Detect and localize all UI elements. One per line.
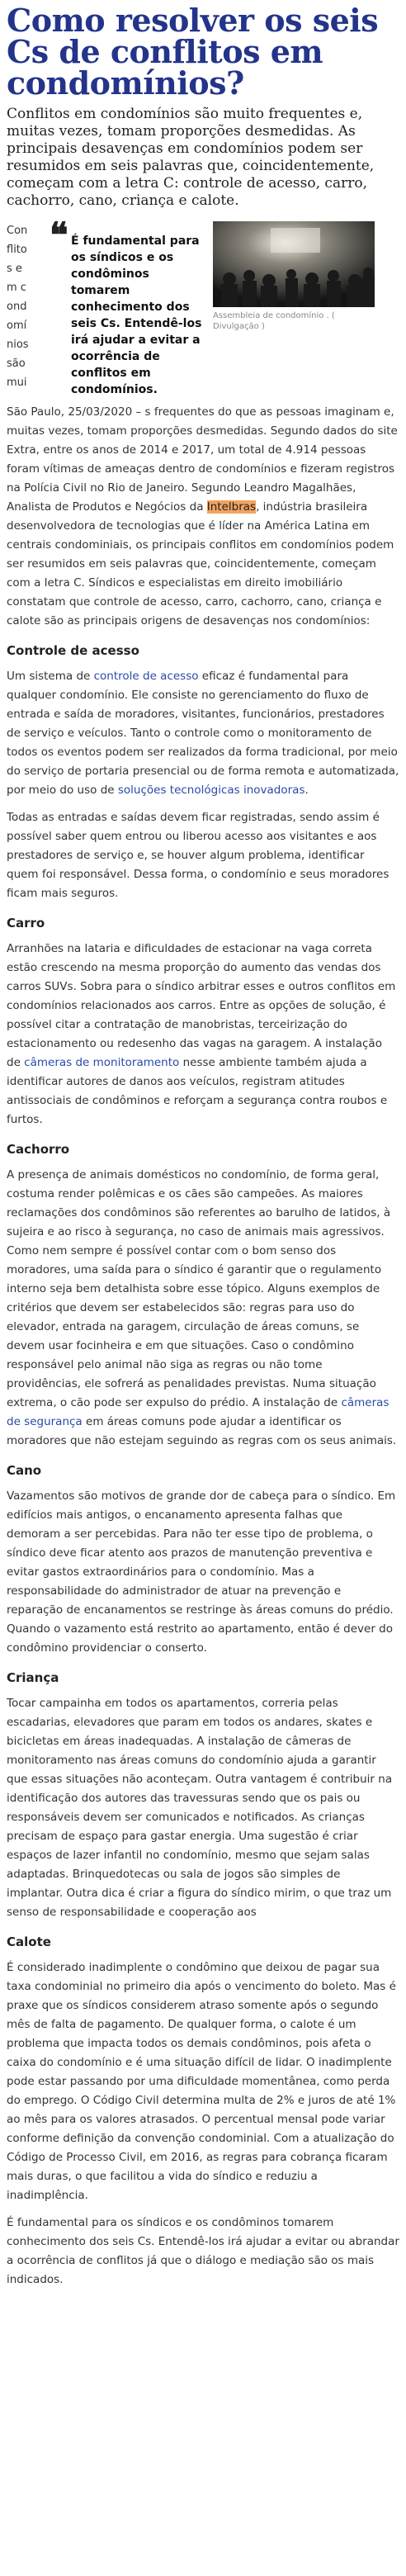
carro-text-b: nesse ambiente também ajuda a identificar autores de danos aos veículos, registram atitudes antissociais de condôminos e reforçam a segurança contra roubos e furtos. xyxy=(7,1056,388,1126)
cachorro-paragraph xyxy=(7,1166,399,1451)
intro-row xyxy=(7,215,399,398)
photo-block xyxy=(213,221,375,332)
cachorro-text-b: em áreas comuns pode ajudar a identificar os moradores que não estejam seguindo as regras com os seus animais. xyxy=(7,1415,397,1447)
acesso-text-b: eficaz é fundamental para qualquer condomínio. Ele consiste no gerenciamento do fluxo de entrada e saída de moradores, visitantes, funcionários, prestadores de serviço e veículos. Tanto o controle como o monitoramento de todos os eventos podem ser realizados da forma tradicional, por meio do serviço de portaria presencial ou de forma remota e automatizada, por meio do uso de xyxy=(7,670,399,797)
article-title: Como resolver os seis Cs de conflitos em condomínios? xyxy=(7,2,379,102)
intro-paragraph xyxy=(7,403,399,631)
narrow-text-column: Conflitos em condomínios são mui xyxy=(7,225,29,389)
cameras-monitoramento-link[interactable]: câmeras de monitoramento xyxy=(24,1056,180,1069)
crianca-paragraph: Tocar campainha em todos os apartamentos, correria pelas escadarias, elevadores que param em todos os andares, skates e bicicletas em áreas inadequadas. A instalação de câmeras de monitoramento nas áreas comuns do condomínio ajuda a garantir que essas situações não aconteçam. Outra vantagem é contribuir na identificação dos autores das travessuras sendo que os pais ou responsáveis devem ser comunicados e notificados. As crianças precisam de espaço para gastar energia. Uma sugestão é criar espaços de lazer infantil no condomínio, mesmo que sejam salas adaptadas. Brinquedotecas ou sala de jogos são simples de implantar. Outra dica é criar a figura do síndico mirim, o que traz um senso de responsabilidade e cooperação aos xyxy=(7,1697,393,1919)
acesso-text-a: Um sistema de xyxy=(7,670,94,683)
photo-caption: Assembleia de condomínio . ( Divulgação ) xyxy=(213,311,335,331)
cachorro-text-a: A presença de animais domésticos no condomínio, de forma geral, costuma render polêmicas e os cães são campeões. As maiores reclamações dos condôminos são referentes ao barulho de latidos, à sujeira e ao risco à segurança, no caso de animais mais agressivos. Como nem sempre é possível contar com o bom senso dos moradores, uma saída para o síndico é garantir que o regulamento interno seja bem detalhista sobre esse tópico. Alguns exemplos de critérios que devem ser estabelecidos são: regras para uso do elevador, entrada na garagem, circulação de áreas comuns, se devem usar focinheira e em que situações. Caso o condômino responsável pelo animal não siga as regras ou não tome providências, ele sofrerá as penalidades previstas. Numa situação extrema, o cão pode ser expulso do prédio. A instalação de xyxy=(7,1168,391,1409)
quote-mark-icon: ❝ xyxy=(50,215,68,255)
section-title-calote: Calote xyxy=(7,1934,51,1949)
pull-quote-text: É fundamental para os síndicos e os condôminos tomarem conhecimento dos seis Cs. Entendê-los irá ajudar a evitar a ocorrência de conflitos em condomínios. xyxy=(71,234,202,396)
assembly-photo-image xyxy=(213,221,375,307)
solucoes-tecnologicas-link[interactable]: soluções tecnológicas inovadoras xyxy=(117,784,305,797)
assembly-photo[interactable] xyxy=(213,221,375,307)
cano-paragraph: Vazamentos são motivos de grande dor de cabeça para o síndico. Em edifícios mais antigos, o encanamento apresenta falhas que demoram a ser percebidas. Para não ter esse tipo de problema, o síndico deve ficar atento aos prazos de manutenção preventiva e evitar gastos extraordinários para o condomínio. Mas a responsabilidade do administrador de atuar na prevenção e reparação de encanamentos se restringe às áreas comuns do prédio. Quando o vazamento está restrito ao apartamento, então é dever do condômino providenciar o conserto. xyxy=(7,1489,396,1655)
pull-quote xyxy=(50,215,205,398)
section-title-carro: Carro xyxy=(7,916,45,930)
calote-paragraph-2: É fundamental para os síndicos e os condôminos tomarem conhecimento dos seis Cs. Entendê-los irá ajudar a evitar ou abrandar a ocorrência de conflitos já que o diálogo e mediação são os mais indicados. xyxy=(7,2216,399,2286)
intro-text-a: São Paulo, 25/03/2020 – s frequentes do que as pessoas imaginam e, muitas vezes, tomam proporções desmedidas. Segundo dados do site Extra, entre os anos de 2014 e 2017, um total de 4.914 pessoas foram vítimas de ameaças dentro de condomínios e fizeram registros na Polícia Civil no Rio de Janeiro. Segundo Leandro Magalhães, Analista de Produtos e Negócios da xyxy=(7,405,398,514)
intro-text-b: , indústria brasileira desenvolvedora de tecnologias que é líder na América Latina em centrais condominiais, os principais conflitos em condomínios podem ser resumidos em seis palavras que, coincidentemente, começam com a letra C. Síndicos e especialistas em direito imobiliário constatam que controle de acesso, carro, cachorro, cano, criança e calote são as principais origens de desavenças nos condomínios: xyxy=(7,500,394,627)
section-title-acesso: Controle de acesso xyxy=(7,643,139,658)
controle-acesso-link[interactable]: controle de acesso xyxy=(93,670,199,683)
calote-paragraph-1: É considerado inadimplente o condômino que deixou de pagar sua taxa condominial no primeiro dia após o vencimento do boleto. Mas é praxe que os síndicos considerem atraso somente após o segundo mês de falta de pagamento. De qualquer forma, o calote é um problema que impacta todos os demais condôminos, pois afeta o caixa do condomínio e é uma situação difícil de lidar. O inadimplente pode estar passando por uma dificuldade momentânea, como perda do emprego. O Código Civil determina multa de 2% e juros de até 1% ao mês para os valores atrasados. O percentual mensal pode variar conforme definição da convenção condominial. Com a atualização do Código de Processo Civil, em 2016, as regras para cobrança ficaram mais duras, o que facilitou a vida do síndico e reduziu a inadimplência. xyxy=(7,1961,396,2202)
section-title-cachorro: Cachorro xyxy=(7,1142,70,1157)
section-title-crianca: Criança xyxy=(7,1670,59,1685)
carro-paragraph xyxy=(7,940,399,1129)
acesso-text-c: . xyxy=(304,784,309,797)
acesso-paragraph-2: Todas as entradas e saídas devem ficar registradas, sendo assim é possível saber quem entrou ou liberou acesso aos visitantes e aos prestadores de serviço e, se houver algum problema, identificar quem foi responsável. Dessa forma, o condomínio e seus moradores ficam mais seguros. xyxy=(7,811,389,900)
carro-text-a: Arranhões na lataria e dificuldades de estacionar na vaga correta estão crescendo na mesma proporção do aumento das vendas dos carros SUVs. Sobra para o síndico arbitrar esses e outros conflitos em condomínios relacionados aos carros. Entre as opções de solução, é possível citar a contratação de manobristas, terceirização do estacionamento ou redesenho das vagas na garagem. A instalação de xyxy=(7,942,396,1069)
article-lead: Conflitos em condomínios são muito frequentes e, muitas vezes, tomam proporções desmedidas. As principais desavenças em condomínios podem ser resumidos em seis palavras que, coincidentemente, começam com a letra C: controle de acesso, carro, cachorro, cano, criança e calote. xyxy=(7,106,375,209)
intelbras-highlight[interactable]: Intelbras xyxy=(206,500,257,514)
section-title-cano: Cano xyxy=(7,1463,42,1478)
acesso-paragraph-1 xyxy=(7,667,399,800)
cameras-seguranca-link[interactable]: câmeras de segurança xyxy=(7,1396,389,1428)
